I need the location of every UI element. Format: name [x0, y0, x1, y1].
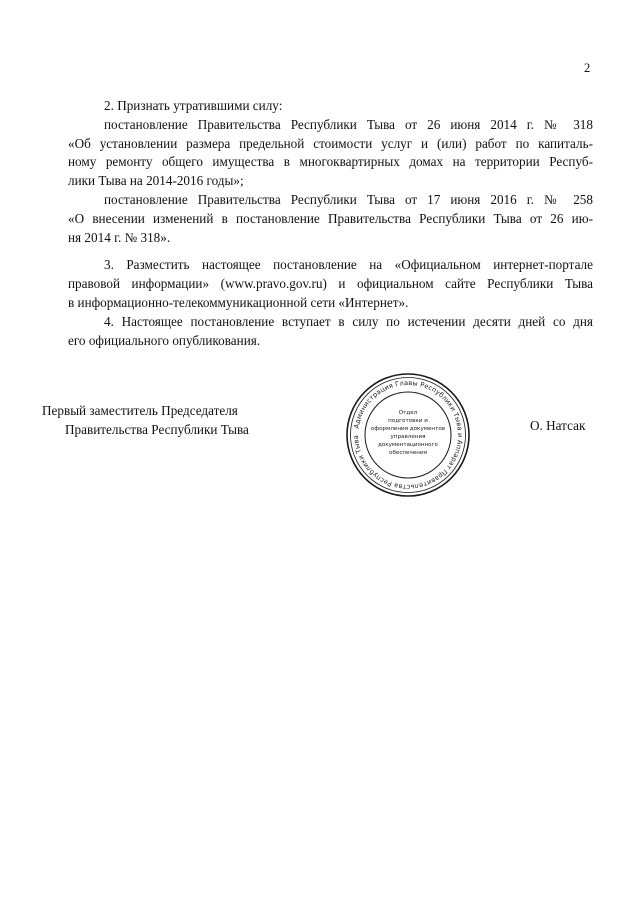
signatory-name: О. Натсак	[530, 418, 586, 433]
seal-center-line: обеспечения	[389, 450, 427, 456]
paragraph-line: ному ремонту общего имущества в многоквартирных домах на территории Респуб-	[68, 154, 593, 170]
paragraph-repeal	[68, 97, 593, 247]
official-seal-stamp	[345, 372, 471, 498]
paragraph-line: «Об установлении размера предельной стоимости услуг и (или) работ по капиталь-	[68, 135, 593, 151]
seal-center-line: документационного	[378, 442, 438, 448]
paragraph-line: его официального опубликования.	[68, 332, 261, 348]
seal-center-line: управления	[390, 434, 426, 440]
paragraph-line: «О внесении изменений в постановление Правительства Республики Тыва от 26 ию-	[68, 210, 593, 226]
paragraph-line: 2. Признать утратившими силу:	[104, 98, 283, 113]
seal-ring-text: Администрация Главы Республики Тыва и Аппарат Правительства Республики Тыва	[351, 378, 465, 492]
signatory-title	[42, 401, 249, 439]
seal-center-line: подготовки и	[388, 418, 428, 424]
paragraph-effective	[68, 313, 593, 351]
paragraph-line: ня 2014 г. № 318».	[68, 229, 171, 245]
seal-center-line: Отдел	[398, 410, 418, 416]
paragraph-line: постановление Правительства Республики Тыва от 17 июня 2016 г. № 258	[104, 191, 593, 207]
paragraph-line: 4. Настоящее постановление вступает в силу по истечении десяти дней со дня	[104, 314, 593, 329]
paragraph-line: в информационно-телекоммуникационной сети «Интернет».	[68, 294, 409, 310]
signatory-title-line: Первый заместитель Председателя	[42, 403, 238, 418]
paragraph-line: правовой информации» (www.pravo.gov.ru) и официальном сайте Республики Тыва	[68, 275, 593, 291]
paragraph-line: 3. Разместить настоящее постановление на «Официальном интернет-портале	[104, 257, 593, 272]
signatory-title-line: Правительства Республики Тыва	[65, 422, 249, 437]
seal-center-line: оформления документов	[370, 426, 446, 432]
paragraph-publish	[68, 256, 593, 312]
paragraph-line: лики Тыва на 2014-2016 годы»;	[68, 173, 244, 189]
page-number: 2	[584, 61, 591, 75]
paragraph-line: постановление Правительства Республики Тыва от 26 июня 2014 г. № 318	[104, 116, 593, 132]
